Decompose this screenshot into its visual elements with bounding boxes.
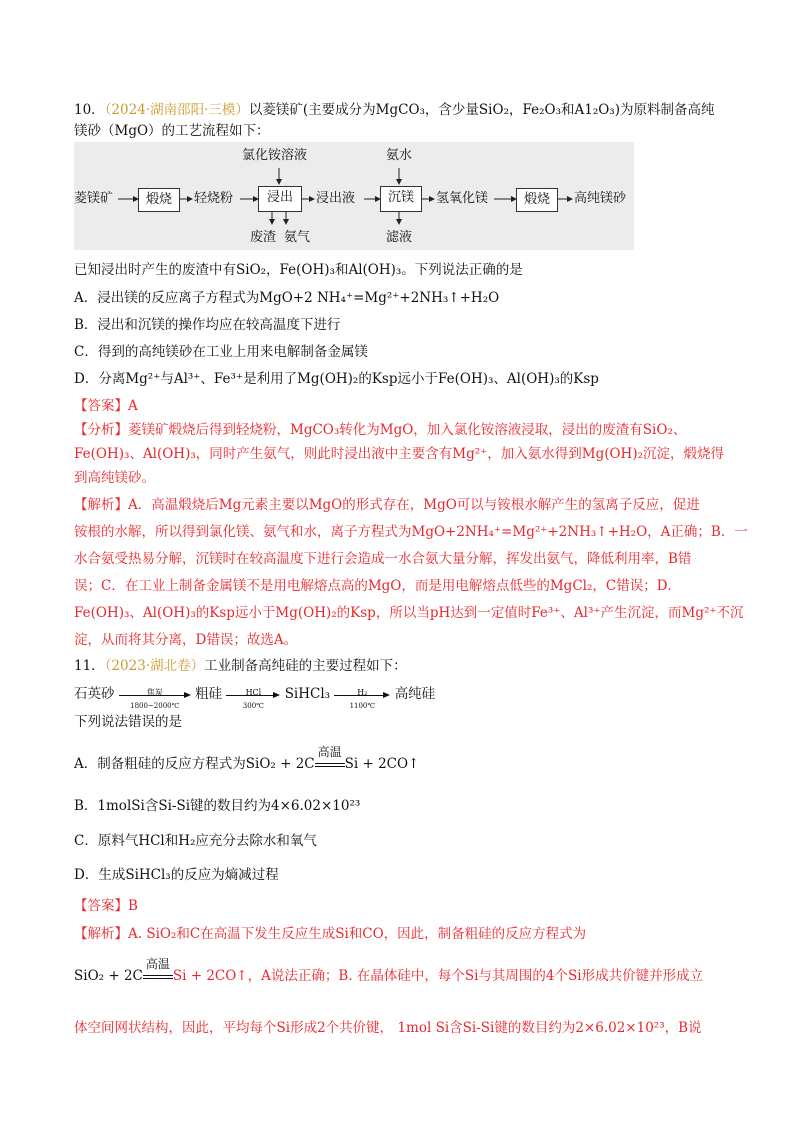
process-crude-si: 粗硅 bbox=[195, 686, 223, 702]
q10-explain-line: 误；C．在工业上制备金属镁不是用电解熔点高的MgO，而是用电解熔点低些的MgCl₂，C错误；D． bbox=[74, 578, 682, 594]
q10-stem-line1 bbox=[74, 101, 714, 119]
process-sihcl3: SiHCl₃ bbox=[284, 686, 331, 702]
flow-box-calcine-1: 煅烧 bbox=[138, 188, 180, 212]
flow-output-filtrate: 滤液 bbox=[386, 230, 413, 245]
q11-explain-line: 【解析】A. SiO₂和C在高温下发生反应生成Si和CO，因此，制备粗硅的反应方程式为 bbox=[74, 926, 587, 942]
condition-label: 高温 bbox=[317, 745, 342, 759]
q11-explain-line: 体空间网状结构，因此，平均每个Si形成2个共价键， 1mol Si含Si-Si键的数目约为2×6.02×10²³，B说 bbox=[74, 1020, 702, 1036]
flow-input-nh4cl: 氯化铵溶液 bbox=[242, 148, 308, 163]
process-arrow-1 bbox=[119, 687, 191, 710]
q10-explain-line: 铵根的水解，所以得到氯化镁、氨气和水，离子方程式为MgO+2NH₄⁺=Mg²⁺+2NH₃↑+H₂O，A正确；B．一 bbox=[74, 524, 748, 540]
flow-diagram bbox=[74, 142, 634, 250]
q11-stem-text: 工业制备高纯硅的主要过程如下： bbox=[204, 658, 407, 674]
process-quartz: 石英砂 bbox=[74, 686, 115, 702]
q11-option-d: D．生成SiHCl₃的反应为熵减过程 bbox=[74, 867, 279, 883]
flow-output-nh3: 氨气 bbox=[284, 230, 311, 245]
flow-box-leach: 浸出 bbox=[258, 186, 302, 212]
q10-explain-line: Fe(OH)₃、Al(OH)₃的Ksp远小于Mg(OH)₂的Ksp，所以当pH达到一定值时Fe³⁺、Al³⁺产生沉淀，而Mg²⁺不沉 bbox=[74, 605, 744, 621]
q11-eq-post: Si + 2CO↑，A说法正确；B. 在晶体硅中，每个Si与其周围的4个Si形成共价键并形成立 bbox=[172, 968, 704, 984]
q10-explain-line: 水合氨受热易分解，沉镁时在较高温度下进行会造成一水合氨大量分解，挥发出氨气，降低利用率，B错 bbox=[74, 551, 692, 567]
q11-source: （2023·湖北卷） bbox=[104, 658, 205, 674]
q11-option-c: C．原料气HCl和H₂应充分去除水和氧气 bbox=[74, 833, 317, 849]
flow-mg-hydroxide: 氢氧化镁 bbox=[436, 191, 489, 206]
flow-box-precipitate: 沉镁 bbox=[380, 186, 422, 212]
q10-known: 已知浸出时产生的废渣中有SiO₂，Fe(OH)₃和Al(OH)₃。下列说法正确的是 bbox=[74, 262, 523, 278]
q11-number: 11． bbox=[74, 658, 105, 674]
q11-stem bbox=[74, 657, 407, 675]
q10-option-d: D．分离Mg²⁺与Al³⁺、Fe³⁺是利用了Mg(OH)₂的Ksp远小于Fe(OH)₃、Al(OH)₃的Ksp bbox=[74, 371, 599, 387]
flow-start: 菱镁矿 bbox=[74, 191, 114, 206]
flow-input-ammonia: 氨水 bbox=[386, 148, 413, 163]
flow-leachate: 浸出液 bbox=[316, 191, 356, 206]
q10-analysis-line: 到高纯镁砂。 bbox=[74, 470, 155, 486]
q11-eq-pre: SiO₂ + 2C bbox=[74, 968, 143, 984]
flow-output-residue: 废渣 bbox=[250, 230, 277, 245]
q10-explain-line: 淀，从而将其分离，D错误；故选A。 bbox=[74, 632, 298, 648]
flow-end: 高纯镁砂 bbox=[574, 191, 627, 206]
q11-explain-line bbox=[74, 957, 704, 985]
q11-option-b: B．1molSi含Si-Si键的数目约为4×6.02×10²³ bbox=[74, 798, 361, 814]
process-arrow-2 bbox=[226, 687, 280, 710]
q11-process bbox=[74, 685, 436, 710]
q11-option-a bbox=[74, 745, 420, 773]
q11-answer: 【答案】B bbox=[74, 898, 138, 914]
flow-light-powder: 轻烧粉 bbox=[194, 191, 234, 206]
q10-option-b: B．浸出和沉镁的操作均应在较高温度下进行 bbox=[74, 317, 341, 333]
q11-ask: 下列说法错误的是 bbox=[74, 714, 182, 730]
q10-option-a: A．浸出镁的反应离子方程式为MgO+2 NH₄⁺=Mg²⁺+2NH₃↑+H₂O bbox=[74, 290, 500, 306]
reaction-condition bbox=[315, 745, 345, 773]
q10-analysis-line: Fe(OH)₃、Al(OH)₃，同时产生氨气，则此时浸出液中主要含有Mg²⁺，加入氨水得到Mg(OH)₂沉淀，煅烧得 bbox=[74, 446, 725, 462]
arrow-2-bottom: 300℃ bbox=[242, 701, 264, 710]
q10-analysis-line: 【分析】菱镁矿煅烧后得到轻烧粉，MgCO₃转化为MgO，加入氯化铵溶液浸取，浸出的废渣有SiO₂、 bbox=[74, 422, 687, 438]
arrow-1-bottom: 1800~2000℃ bbox=[130, 701, 180, 710]
q10-source: （2024·湖南邵阳·三模） bbox=[104, 102, 249, 118]
flow-box-calcine-2: 煅烧 bbox=[516, 188, 558, 212]
arrow-3-bottom: 1100℃ bbox=[349, 701, 376, 710]
q11-option-a-post: Si + 2CO↑ bbox=[344, 756, 420, 772]
q10-stem1: 以菱镁矿(主要成分为MgCO₃，含少量SiO₂，Fe₂O₃和A1₂O₃)为原料制备高纯 bbox=[248, 102, 715, 118]
q10-answer: 【答案】A bbox=[74, 398, 138, 414]
q11-option-a-pre: A．制备粗硅的反应方程式为SiO₂ + 2C bbox=[74, 756, 315, 772]
q10-explain-line: 【解析】A．高温煅烧后Mg元素主要以MgO的形式存在，MgO可以与铵根水解产生的氢离子反应，促进 bbox=[74, 497, 700, 513]
reaction-condition bbox=[143, 957, 173, 985]
arrow-2-top: HCl bbox=[245, 687, 262, 697]
q10-stem2: 镁砂（MgO）的工艺流程如下： bbox=[74, 123, 270, 139]
arrow-3-top: H₂ bbox=[357, 687, 368, 697]
q10-number: 10． bbox=[74, 102, 105, 118]
arrow-1-top: 焦炭 bbox=[146, 687, 163, 697]
process-arrow-3 bbox=[334, 687, 390, 710]
q10-option-c: C．得到的高纯镁砂在工业上用来电解制备金属镁 bbox=[74, 344, 368, 360]
process-pure-si: 高纯硅 bbox=[394, 686, 436, 702]
condition-label: 高温 bbox=[145, 957, 170, 971]
